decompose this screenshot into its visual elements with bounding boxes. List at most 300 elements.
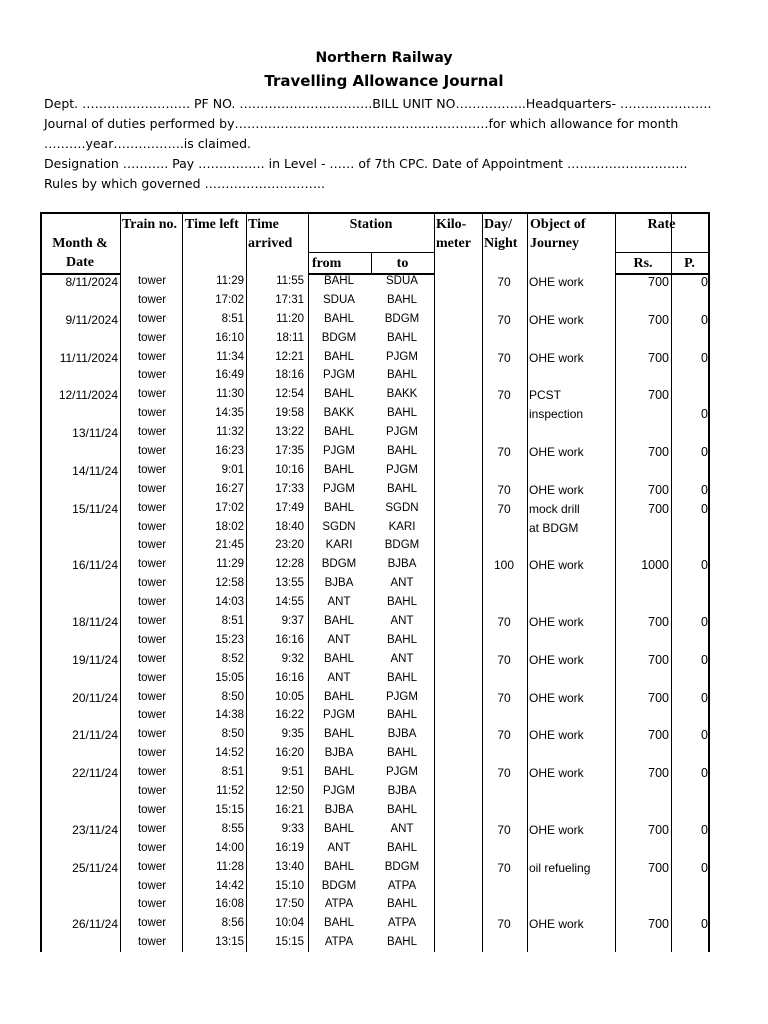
cell-station-to: ANT (390, 822, 414, 835)
cell-station-from: ANT (327, 633, 351, 646)
cell-time-left: 8:51 (221, 766, 244, 779)
cell-time-left: 9:01 (221, 463, 244, 476)
table-row (40, 652, 710, 671)
cell-rate-p: 0 (701, 860, 708, 875)
cell-time-arrived: 18:11 (276, 331, 304, 344)
cell-train-no: tower (137, 369, 167, 382)
cell-rate-rs: 700 (648, 917, 669, 932)
cell-date: 19/11/24 (72, 652, 118, 667)
cell-station-from: BAHL (323, 350, 355, 363)
header-rate-p: P. (684, 256, 695, 271)
cell-object: OHE work (529, 482, 584, 497)
cell-train-no: tower (137, 690, 167, 703)
cell-time-left: 15:23 (215, 633, 244, 646)
cell-station-to: ANT (390, 615, 414, 628)
cell-rate-p: 0 (701, 275, 708, 289)
cell-train-no: tower (137, 709, 167, 722)
table-row (40, 727, 710, 746)
header-line-journal: Journal of duties performed by…………………………………………………….for which allowance for month (44, 116, 679, 131)
cell-day-night: 70 (497, 615, 511, 630)
cell-station-from: BAHL (323, 766, 355, 779)
cell-station-from: BDGM (321, 879, 357, 892)
header-month-date: Month & Date (52, 236, 108, 270)
cell-time-arrived: 12:21 (275, 350, 304, 363)
header-day-night: Day/ Night (484, 217, 518, 251)
cell-train-no: tower (137, 728, 167, 741)
cell-date: 16/11/24 (72, 558, 118, 573)
cell-day-night: 100 (493, 558, 515, 573)
cell-day-night: 70 (497, 350, 511, 365)
cell-object: OHE work (529, 312, 584, 327)
cell-object: OHE work (529, 728, 584, 743)
cell-time-left: 11:52 (216, 785, 244, 798)
cell-station-from: PJGM (323, 482, 355, 495)
cell-rate-rs: 700 (648, 822, 669, 837)
cell-train-no: tower (137, 520, 167, 533)
cell-time-left: 8:51 (221, 615, 244, 628)
cell-time-arrived: 9:37 (281, 615, 304, 628)
cell-time-arrived: 19:58 (275, 407, 304, 420)
cell-time-arrived: 10:16 (275, 463, 304, 476)
cell-train-no: tower (137, 936, 167, 949)
table-row (40, 444, 710, 463)
cell-station-from: SGDN (322, 520, 356, 533)
cell-day-night: 70 (497, 766, 511, 781)
cell-train-no: tower (137, 898, 167, 911)
cell-rate-p: 0 (701, 766, 708, 781)
header-station-to: to (396, 256, 409, 271)
cell-station-from: PJGM (323, 445, 355, 458)
cell-time-left: 14:52 (215, 747, 244, 760)
cell-date: 18/11/24 (72, 615, 118, 630)
cell-station-from: KARI (325, 539, 353, 552)
cell-day-night: 70 (497, 388, 511, 403)
cell-station-to: BAHL (386, 671, 418, 684)
cell-station-to: BAHL (386, 898, 418, 911)
cell-object: OHE work (529, 350, 584, 365)
cell-station-to: PJGM (386, 350, 418, 363)
cell-station-to: BDGM (384, 860, 420, 873)
cell-object: OHE work (529, 822, 584, 837)
cell-train-no: tower (137, 803, 167, 816)
cell-day-night: 70 (497, 690, 511, 705)
cell-station-from: BAHL (323, 501, 355, 514)
cell-day-night: 70 (497, 652, 511, 667)
cell-rate-rs: 700 (648, 445, 669, 460)
cell-date: 22/11/24 (72, 766, 118, 781)
cell-time-left: 8:56 (221, 917, 244, 930)
cell-train-no: tower (137, 558, 167, 571)
cell-time-arrived: 17:50 (275, 898, 304, 911)
cell-object: OHE work (529, 690, 584, 705)
table-row (40, 482, 710, 501)
table-row (40, 822, 710, 841)
cell-rate-p: 0 (701, 312, 708, 327)
cell-station-from: BJBA (324, 803, 354, 816)
cell-time-left: 11:32 (216, 426, 244, 439)
header-rate: Rate (647, 217, 676, 232)
cell-time-arrived: 12:28 (275, 558, 304, 571)
cell-station-to: SDUA (386, 275, 418, 287)
cell-object: OHE work (529, 615, 584, 630)
cell-station-to: BJBA (387, 728, 417, 741)
cell-time-arrived: 18:16 (275, 369, 304, 382)
cell-train-no: tower (137, 275, 167, 287)
cell-time-left: 11:34 (216, 350, 244, 363)
cell-station-from: ATPA (324, 936, 354, 949)
cell-train-no: tower (137, 785, 167, 798)
cell-object: OHE work (529, 445, 584, 460)
table-row (40, 879, 710, 898)
cell-train-no: tower (137, 577, 167, 590)
cell-date: 15/11/24 (72, 501, 118, 516)
table-row (40, 784, 710, 803)
cell-time-left: 16:49 (215, 369, 244, 382)
table-row (40, 746, 710, 765)
cell-rate-rs: 700 (648, 690, 669, 705)
table-row (40, 520, 710, 539)
cell-train-no: tower (137, 350, 167, 363)
cell-time-left: 11:29 (216, 275, 244, 287)
cell-time-arrived: 16:19 (275, 841, 304, 854)
cell-time-left: 11:30 (216, 388, 244, 401)
cell-station-from: ANT (327, 596, 351, 609)
cell-train-no: tower (137, 312, 167, 325)
grid-line (615, 252, 708, 253)
cell-time-arrived: 16:22 (275, 709, 304, 722)
cell-rate-p: 0 (701, 350, 708, 365)
cell-time-left: 11:28 (216, 860, 244, 873)
cell-station-to: BAKK (386, 388, 418, 401)
cell-station-from: BAHL (323, 917, 355, 930)
cell-day-night: 70 (497, 822, 511, 837)
cell-train-no: tower (137, 841, 167, 854)
cell-rate-rs: 700 (648, 766, 669, 781)
cell-train-no: tower (137, 633, 167, 646)
cell-station-from: BJBA (324, 577, 354, 590)
cell-station-to: PJGM (386, 690, 418, 703)
cell-date: 12/11/2024 (58, 388, 118, 403)
cell-station-to: BAHL (386, 596, 418, 609)
cell-time-arrived: 16:21 (275, 803, 304, 816)
table-row (40, 897, 710, 916)
cell-object: OHE work (529, 275, 584, 289)
cell-train-no: tower (137, 293, 167, 306)
cell-time-arrived: 17:31 (275, 293, 304, 306)
cell-station-to: PJGM (386, 426, 418, 439)
cell-train-no: tower (137, 652, 167, 665)
cell-station-to: BDGM (384, 312, 420, 325)
cell-time-left: 8:50 (221, 690, 244, 703)
table-row (40, 425, 710, 444)
cell-station-to: BAHL (386, 936, 418, 949)
cell-time-arrived: 10:04 (275, 917, 304, 930)
cell-station-from: BAHL (323, 728, 355, 741)
cell-day-night: 70 (497, 917, 511, 932)
cell-time-arrived: 18:40 (275, 520, 304, 533)
cell-rate-p: 0 (701, 728, 708, 743)
cell-station-to: BAHL (386, 293, 418, 306)
cell-train-no: tower (137, 331, 167, 344)
cell-rate-rs: 700 (648, 728, 669, 743)
cell-date: 26/11/24 (72, 917, 118, 932)
cell-station-from: BAHL (323, 463, 355, 476)
cell-station-from: BAHL (323, 312, 355, 325)
cell-time-arrived: 13:22 (275, 426, 304, 439)
cell-day-night: 70 (497, 275, 511, 289)
cell-time-arrived: 10:05 (275, 690, 304, 703)
cell-time-left: 16:27 (215, 482, 244, 495)
cell-station-to: BAHL (386, 331, 418, 344)
cell-station-from: BAHL (323, 275, 355, 287)
cell-date: 14/11/24 (72, 463, 118, 478)
table-row (40, 463, 710, 482)
cell-train-no: tower (137, 917, 167, 930)
cell-station-to: ATPA (387, 917, 417, 930)
cell-rate-rs: 700 (648, 652, 669, 667)
cell-time-left: 11:29 (216, 558, 244, 571)
cell-station-to: BJBA (387, 558, 417, 571)
cell-time-arrived: 16:16 (275, 633, 304, 646)
cell-station-to: ANT (390, 652, 414, 665)
cell-train-no: tower (137, 747, 167, 760)
table-row (40, 331, 710, 350)
cell-station-to: BAHL (386, 369, 418, 382)
cell-date: 20/11/24 (72, 690, 118, 705)
cell-time-left: 13:15 (215, 936, 244, 949)
cell-time-left: 16:10 (215, 331, 244, 344)
header-object-of-journey: Object of Journey (530, 217, 586, 251)
cell-time-left: 8:52 (221, 652, 244, 665)
cell-time-arrived: 15:10 (275, 879, 304, 892)
cell-time-left: 16:23 (215, 445, 244, 458)
table-row (40, 293, 710, 312)
cell-train-no: tower (137, 445, 167, 458)
cell-time-arrived: 17:49 (275, 501, 304, 514)
cell-time-arrived: 9:51 (281, 766, 304, 779)
cell-time-left: 15:05 (215, 671, 244, 684)
table-row (40, 803, 710, 822)
cell-station-from: PJGM (323, 369, 355, 382)
header-train-no: Train no. (122, 217, 177, 232)
cell-station-to: BAHL (386, 633, 418, 646)
cell-rate-rs: 700 (648, 860, 669, 875)
cell-time-left: 17:02 (215, 293, 244, 306)
table-row (40, 671, 710, 690)
table-row (40, 312, 710, 331)
cell-time-left: 14:35 (215, 407, 244, 420)
header-time-left: Time left (185, 217, 239, 232)
cell-time-left: 14:00 (215, 841, 244, 854)
cell-station-from: PJGM (323, 709, 355, 722)
cell-object: OHE work (529, 766, 584, 781)
cell-rate-p: 0 (701, 407, 708, 422)
cell-train-no: tower (137, 822, 167, 835)
cell-train-no: tower (137, 407, 167, 420)
cell-rate-p: 0 (701, 822, 708, 837)
cell-time-arrived: 9:35 (281, 728, 304, 741)
cell-date: 9/11/2024 (65, 312, 118, 327)
table-row (40, 350, 710, 369)
cell-time-arrived: 11:20 (276, 312, 304, 325)
cell-station-from: BAHL (323, 615, 355, 628)
table-row (40, 368, 710, 387)
header-line-year: ……….year……………..is claimed. (44, 136, 252, 151)
cell-station-from: BDGM (321, 558, 357, 571)
cell-rate-p: 0 (701, 558, 708, 573)
cell-station-from: BAHL (323, 426, 355, 439)
cell-object: OHE work (529, 917, 584, 932)
header-line-dept: Dept. ………………….…. PF NO. ………………….……….BILL UNIT NO……………..Headquarters- …………………. (44, 96, 712, 111)
cell-time-arrived: 14:55 (275, 596, 304, 609)
header-time-arrived: Time arrived (248, 217, 293, 251)
cell-date: 25/11/24 (72, 860, 118, 875)
cell-train-no: tower (137, 463, 167, 476)
cell-object: at BDGM (529, 520, 579, 535)
cell-rate-p: 0 (701, 501, 708, 516)
cell-station-from: PJGM (323, 785, 355, 798)
cell-station-from: BAHL (323, 690, 355, 703)
cell-time-left: 8:51 (221, 312, 244, 325)
table-row (40, 841, 710, 860)
cell-time-arrived: 9:33 (281, 822, 304, 835)
cell-time-arrived: 16:16 (275, 671, 304, 684)
cell-object: inspection (529, 407, 584, 422)
cell-date: 21/11/24 (72, 728, 118, 743)
cell-time-arrived: 15:15 (275, 936, 304, 949)
cell-rate-rs: 700 (648, 388, 669, 403)
cell-station-to: BAHL (386, 709, 418, 722)
cell-station-from: BAHL (323, 652, 355, 665)
cell-station-from: BAHL (323, 860, 355, 873)
cell-station-to: SGDN (385, 501, 419, 514)
cell-station-to: PJGM (386, 463, 418, 476)
cell-station-to: ANT (390, 577, 414, 590)
cell-object: oil refueling (529, 860, 591, 875)
cell-train-no: tower (137, 539, 167, 552)
cell-time-arrived: 9:32 (281, 652, 304, 665)
table-row (40, 765, 710, 784)
cell-train-no: tower (137, 671, 167, 684)
cell-time-arrived: 11:55 (276, 275, 304, 287)
cell-object: PCST (529, 388, 562, 403)
cell-station-to: KARI (388, 520, 416, 533)
cell-day-night: 70 (497, 728, 511, 743)
header-station: Station (349, 217, 393, 232)
cell-date: 11/11/2024 (59, 350, 118, 365)
header-rate-rs: Rs. (633, 256, 653, 271)
cell-rate-p: 0 (701, 652, 708, 667)
cell-train-no: tower (137, 879, 167, 892)
grid-line (40, 212, 710, 214)
cell-station-to: BAHL (386, 407, 418, 420)
cell-station-to: PJGM (386, 766, 418, 779)
table-row (40, 916, 710, 935)
cell-station-from: SDUA (323, 293, 355, 306)
cell-train-no: tower (137, 860, 167, 873)
cell-day-night: 70 (497, 501, 511, 516)
document-title: Northern Railway (315, 50, 453, 66)
cell-train-no: tower (137, 388, 167, 401)
cell-time-arrived: 12:50 (275, 785, 304, 798)
table-row (40, 690, 710, 709)
cell-station-from: ANT (327, 841, 351, 854)
cell-train-no: tower (137, 615, 167, 628)
cell-time-arrived: 12:54 (275, 388, 304, 401)
cell-rate-p: 0 (701, 445, 708, 460)
cell-station-to: BDGM (384, 539, 420, 552)
cell-rate-p: 0 (701, 482, 708, 497)
header-station-from: from (312, 256, 342, 271)
cell-station-to: BJBA (387, 785, 417, 798)
cell-station-from: BJBA (324, 747, 354, 760)
cell-station-from: BAHL (323, 822, 355, 835)
cell-time-left: 14:38 (215, 709, 244, 722)
table-row (40, 708, 710, 727)
cell-object: OHE work (529, 652, 584, 667)
cell-time-left: 14:03 (215, 596, 244, 609)
cell-station-from: ATPA (324, 898, 354, 911)
cell-train-no: tower (137, 596, 167, 609)
cell-time-arrived: 13:40 (275, 860, 304, 873)
cell-time-left: 16:08 (215, 898, 244, 911)
cell-rate-rs: 700 (648, 350, 669, 365)
cell-station-from: BAKK (323, 407, 355, 420)
table-row (40, 595, 710, 614)
cell-date: 23/11/24 (72, 822, 118, 837)
document-subtitle: Travelling Allowance Journal (264, 72, 504, 90)
table-row (40, 633, 710, 652)
cell-day-night: 70 (497, 860, 511, 875)
cell-day-night: 70 (497, 445, 511, 460)
cell-date: 13/11/24 (72, 426, 118, 441)
cell-train-no: tower (137, 766, 167, 779)
cell-day-night: 70 (497, 482, 511, 497)
cell-train-no: tower (137, 426, 167, 439)
table-row (40, 501, 710, 520)
cell-rate-rs: 1000 (641, 558, 669, 573)
cell-station-to: BAHL (386, 841, 418, 854)
cell-station-to: BAHL (386, 803, 418, 816)
cell-rate-p: 0 (701, 615, 708, 630)
cell-time-arrived: 17:35 (275, 445, 304, 458)
cell-time-left: 8:55 (221, 822, 244, 835)
cell-date: 8/11/2024 (65, 275, 118, 289)
cell-station-to: ATPA (387, 879, 417, 892)
cell-rate-rs: 700 (648, 482, 669, 497)
cell-station-from: BAHL (323, 388, 355, 401)
cell-time-left: 8:50 (221, 728, 244, 741)
table-row (40, 538, 710, 557)
cell-time-left: 12:58 (215, 577, 244, 590)
cell-train-no: tower (137, 482, 167, 495)
table-row (40, 860, 710, 879)
cell-time-arrived: 23:20 (275, 539, 304, 552)
cell-rate-rs: 700 (648, 501, 669, 516)
table-row (40, 406, 710, 425)
cell-time-left: 17:02 (215, 501, 244, 514)
cell-station-from: BDGM (321, 331, 357, 344)
cell-rate-p: 0 (701, 917, 708, 932)
header-kilometer: Kilo- meter (436, 217, 471, 251)
cell-time-arrived: 13:55 (275, 577, 304, 590)
cell-station-to: BAHL (386, 445, 418, 458)
cell-time-left: 14:42 (215, 879, 244, 892)
cell-rate-rs: 700 (648, 615, 669, 630)
cell-object: mock drill (529, 501, 580, 516)
table-row (40, 935, 710, 954)
table-row (40, 557, 710, 576)
